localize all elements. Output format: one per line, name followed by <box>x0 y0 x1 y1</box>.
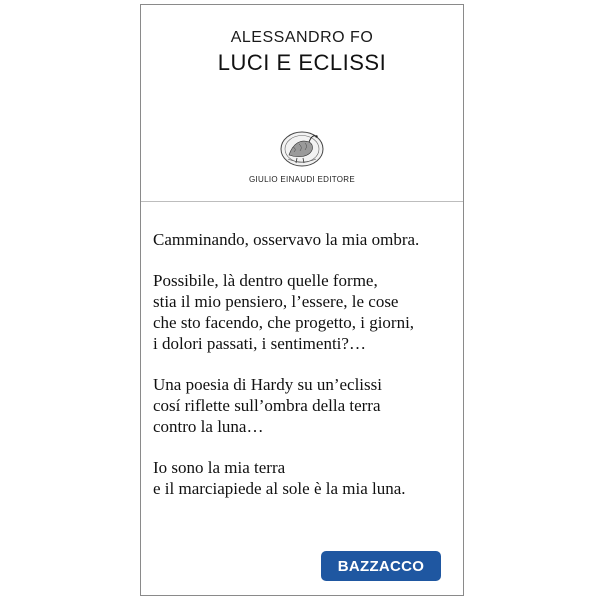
poem-line: che sto facendo, che progetto, i giorni, <box>153 313 415 332</box>
cover-divider <box>141 201 463 202</box>
poem-line: Io sono la mia terra <box>153 458 286 477</box>
poem-line: i dolori passati, i sentimenti?… <box>153 334 366 353</box>
poem-line: e il marciapiede al sole è la mia luna. <box>153 479 406 498</box>
book-cover <box>140 4 464 596</box>
book-title: LUCI E ECLISSI <box>217 50 387 75</box>
poem-line: Camminando, osservavo la mia ombra. <box>153 230 420 249</box>
ostrich-emblem-icon <box>279 129 325 169</box>
bazzacco-badge[interactable]: BAZZACCO <box>321 551 441 581</box>
poem-stanza <box>153 270 463 354</box>
publisher-name: GIULIO EINAUDI EDITORE <box>248 175 356 184</box>
poem-line: Una poesia di Hardy su un’eclissi <box>153 375 382 394</box>
poem-text <box>153 229 463 519</box>
poem-stanza <box>153 229 463 250</box>
poem-stanza <box>153 457 463 499</box>
poem-stanza <box>153 374 463 437</box>
poem-line: contro la luna… <box>153 417 264 436</box>
poem-line: cosí riflette sull’ombra della terra <box>153 396 381 415</box>
poem-line: Possibile, là dentro quelle forme, <box>153 271 378 290</box>
author-name: ALESSANDRO FO <box>230 29 374 46</box>
poem-line: stia il mio pensiero, l’essere, le cose <box>153 292 399 311</box>
